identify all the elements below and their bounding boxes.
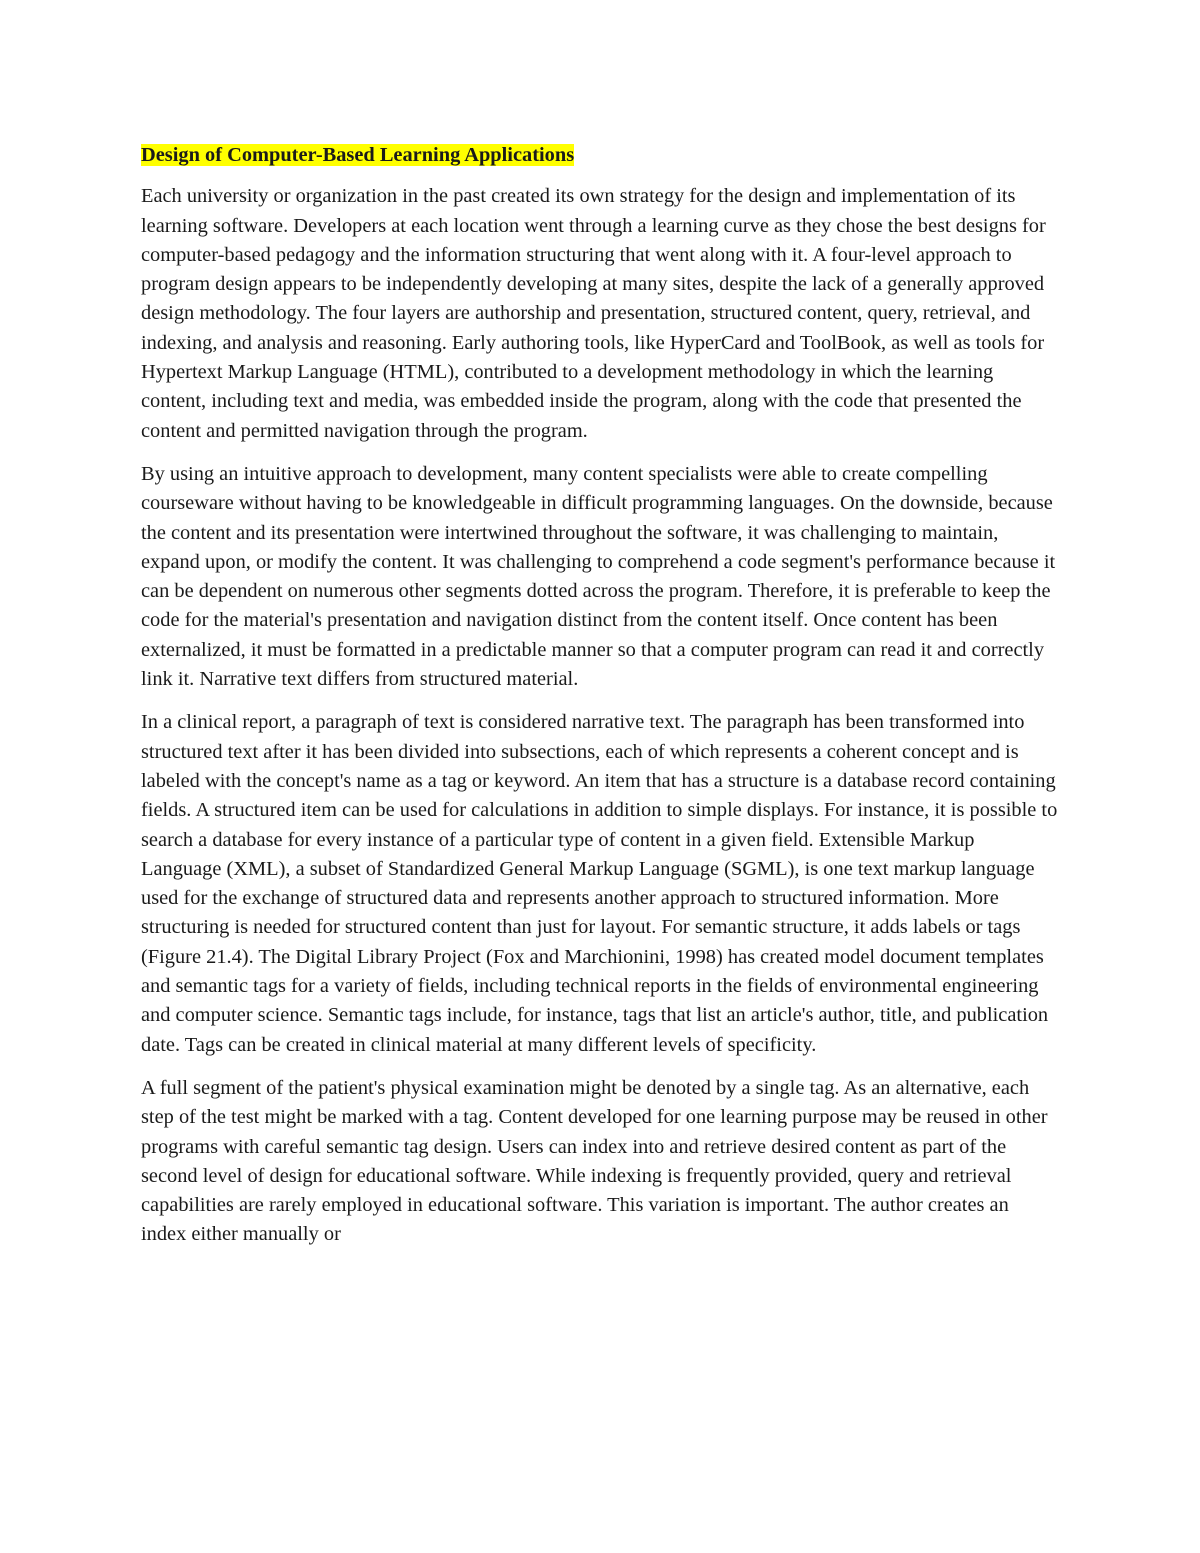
paragraph-2: By using an intuitive approach to development, many content specialists were able to create compelling courseware without having to be knowledgeable in difficult programming languages. On the downside, because the content and its presentation were intertwined throughout the software, it was challenging to maintain, expand upon, or modify the content. It was challenging to comprehend a code segment's performance because it can be dependent on numerous other segments dotted across the program. Therefore, it is preferable to keep the code for the material's presentation and navigation distinct from the content itself. Once content has been externalized, it must be formatted in a predictable manner so that a computer program can read it and correctly link it. Narrative text differs from structured material.	[141, 462, 1056, 691]
document-title	[141, 141, 1059, 170]
paragraph-4: A full segment of the patient's physical examination might be denoted by a single tag. As an alternative, each step of the test might be marked with a tag. Content developed for one learning purpose may be reused in other programs with careful semantic tag design. Users can index into and retrieve desired content as part of the second level of design for educational software. While indexing is frequently provided, query and retrieval capabilities are rarely employed in educational software. This variation is important. The author creates an index either manually or	[141, 1076, 1048, 1246]
document-body	[141, 141, 1059, 1264]
paragraph-3: In a clinical report, a paragraph of text is considered narrative text. The paragraph has been transformed into structured text after it has been divided into subsections, each of which represents a coherent concept and is labeled with the concept's name as a tag or keyword. An item that has a structure is a database record containing fields. A structured item can be used for calculations in addition to simple displays. For instance, it is possible to search a database for every instance of a particular type of content in a given field. Extensible Markup Language (XML), a subset of Standardized General Markup Language (SGML), is one text markup language used for the exchange of structured data and represents another approach to structured information. More structuring is needed for structured content than just for layout. For semantic structure, it adds labels or tags (Figure 21.4). The Digital Library Project (Fox and Marchionini, 1998) has created model document templates and semantic tags for a variety of fields, including technical reports in the fields of environmental engineering and computer science. Semantic tags include, for instance, tags that list an article's author, title, and publication date. Tags can be created in clinical material at many different levels of specificity.	[141, 711, 1058, 1056]
title-highlight: Design of Computer-Based Learning Applications	[141, 144, 575, 166]
paragraph-1: Each university or organization in the past created its own strategy for the design and implementation of its learning software. Developers at each location went through a learning curve as they chose the best designs for computer-based pedagogy and the information structuring that went along with it. A four-level approach to program design appears to be independently developing at many sites, despite the lack of a generally approved design methodology. The four layers are authorship and presentation, structured content, query, retrieval, and indexing, and analysis and reasoning. Early authoring tools, like HyperCard and ToolBook, as well as tools for Hypertext Markup Language (HTML), contributed to a development methodology in which the learning content, including text and media, was embedded inside the program, along with the code that presented the content and permitted navigation through the program.	[141, 185, 1046, 442]
